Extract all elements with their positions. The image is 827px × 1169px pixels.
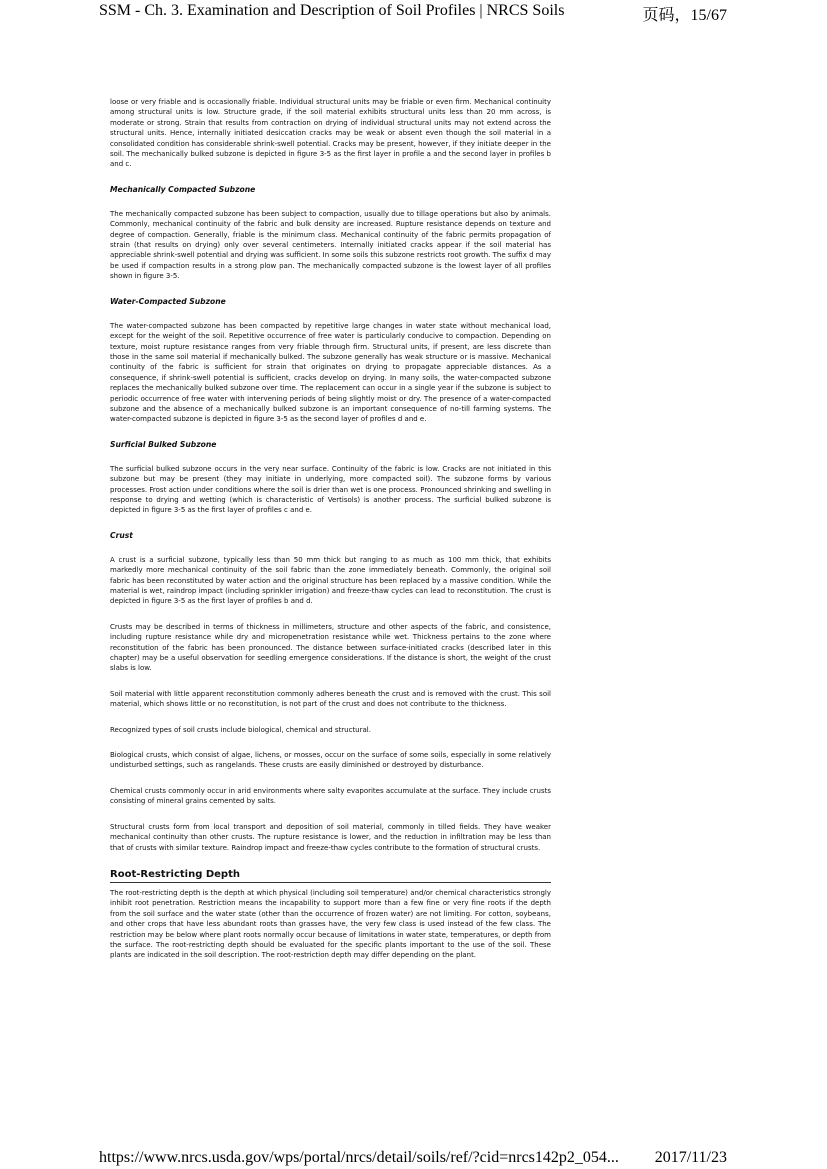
paragraph-crust-types: Recognized types of soil crusts include biological, chemical and structural. — [110, 725, 371, 734]
paragraph-mechanically-compacted: The mechanically compacted subzone has been subject to compaction, usually due to tillage operations but also by animals. Commonly, mechanical continuity of the fabric and bulk density are increased. Rupture resistance depends on texture and degree of compaction. Generally, friable is the minimum class. Mechanical continuity of the fabric permits propagation of strain (that results on drying) only over several centimeters. Internally initiated cracks appear if the soil material has appreciable shrink-swell potential and drying was sufficient. In some soils this subzone restricts root growth. The suffix d may be used if compaction results in a strong plow pan. The mechanically compacted subzone is the lowest layer of all profiles shown in figure 3-5. — [110, 209, 551, 281]
browser-print-footer — [0, 1147, 827, 1169]
source-url: https://www.nrcs.usda.gov/wps/portal/nrcs/detail/soils/ref/?cid=nrcs142p2_054... — [99, 1149, 619, 1166]
page-number: 页码，15/67 — [642, 7, 727, 24]
paragraph-biological-crusts: Biological crusts, which consist of algae, lichens, or mosses, occur on the surface of some soils, especially in some relatively undisturbed settings, such as rangelands. These crusts are easily diminished or destroyed by disturbance. — [110, 751, 551, 770]
paragraph-crust-adhering-material: Soil material with little apparent reconstitution commonly adheres beneath the crust and is removed with the crust. This soil material, which shows little or no reconstitution, is not part of the crust and does not contribute to the thickness. — [110, 689, 551, 709]
paragraph-structural-crusts: Structural crusts form from local transport and deposition of soil material, commonly in tilled fields. They have weaker mechanical continuity than other crusts. The rupture resistance is lower, and the reduction in infiltration may be less than that of crusts with similar texture. Raindrop impact and freeze-thaw cycles contribute to the formation of structural crusts. — [110, 822, 551, 852]
paragraph-mechanically-bulked-end: loose or very friable and is occasionally friable. Individual structural units may be friable or even firm. Mechanical continuity among structural units is low. Structure grade, if the soil material exhibits structural units less than 20 mm across, is moderate or strong. Strain that results from contraction on drying of individual structural units may not extend across the structural units. Hence, internally initiated desiccation cracks may be weak or absent even though the soil material in a consolidated condition has considerable shrink-swell potential. Cracks may be present, however, if they initiate deeper in the soil. The mechanically bulked subzone is depicted in figure 3-5 as the first layer in profile a and the second layer in profiles b and c. — [110, 98, 551, 169]
paragraph-root-restricting-depth: The root-restricting depth is the depth at which physical (including soil temperature) and/or chemical characteristics strongly inhibit root penetration. Restriction means the incapability to support more than a few fine or very fine roots if the depth from the soil surface and the water state (other than the occurrence of frozen water) are not limiting. For cotton, soybeans, and other crops that have less abundant roots than grasses have, the very few class is used instead of the few class. The restriction may be below where plant roots normally occur because of limitations in water state, temperatures, or depth from the surface. The root-restricting depth should be evaluated for the specific plants important to the use of the soil. These plants are indicated in the soil description. The root-restriction depth may differ depending on the plant. — [110, 888, 551, 960]
heading-crust: Crust — [110, 530, 133, 540]
paragraph-water-compacted: The water-compacted subzone has been compacted by repetitive large changes in water state without mechanical load, except for the weight of the soil. Repetitive occurrence of free water is particularly conducive to compaction. Depending on texture, moist rupture resistance ranges from very friable through firm. Structural units, if present, are less discrete than those in the same soil material if mechanically bulked. The subzone generally has weak structure or is massive. Mechanical continuity of the fabric is sufficient for strain that originates on drying to propagate appreciable distances. As a consequence, if shrink-swell potential is sufficient, cracks develop on drying. In many soils, the water-compacted subzone replaces the mechanically bulked subzone over time. The replacement can occur in a single year if the subzone is subject to periodic occurrence of free water with intervening periods of being slightly moist or dry. The presence of a water-compacted subzone and the absence of a mechanically bulked subzone is an important consequence of no-till farming systems. The water-compacted subzone is depicted in figure 3-5 as the second layer of profiles d and e. — [110, 321, 551, 424]
paragraph-chemical-crusts: Chemical crusts commonly occur in arid environments where salty evaporites accumulate at the surface. They include crusts consisting of mineral grains cemented by salts. — [110, 786, 551, 806]
heading-mechanically-compacted-subzone: Mechanically Compacted Subzone — [110, 184, 256, 194]
heading-water-compacted-subzone: Water-Compacted Subzone — [110, 296, 226, 306]
heading-surficial-bulked-subzone: Surficial Bulked Subzone — [110, 439, 217, 449]
paragraph-surficial-bulked: The surficial bulked subzone occurs in the very near surface. Continuity of the fabric is low. Cracks are not initiated in this subzone but may be present (they may initiate in underlying, more compacted soil). The subzone forms by various processes. Frost action under conditions where the soil is drier than wet is one process. Pronounced shrinking and swelling in response to drying and wetting (which is characteristic of Vertisols) is another process. The surficial bulked subzone is depicted in figure 3-5 as the first layer of profiles c and e. — [110, 464, 551, 515]
print-date: 2017/11/23 — [654, 1149, 727, 1166]
heading-root-restricting-depth: Root-Restricting Depth — [110, 868, 551, 883]
paragraph-crust-description: Crusts may be described in terms of thickness in millimeters, structure and other aspects of the fabric, and consistence, including rupture resistance while dry and micropenetration resistance while wet. Thickness pertains to the zone where reconstitution of the fabric has been pronounced. The distance between surface-initiated cracks (described later in this chapter) may be a useful observation for seedling emergence considerations. If the distance is short, the weight of the crust slabs is low. — [110, 622, 551, 673]
browser-print-header — [0, 0, 827, 22]
document-body — [110, 97, 551, 976]
page-title: SSM - Ch. 3. Examination and Description of Soil Profiles | NRCS Soils — [99, 2, 565, 19]
paragraph-crust-definition: A crust is a surficial subzone, typically less than 50 mm thick but ranging to as much as 100 mm thick, that exhibits markedly more mechanical continuity of the soil fabric than the zone immediately beneath. Commonly, the original soil fabric has been reconstituted by water action and the original structure has been replaced by a massive condition. While the material is wet, raindrop impact (including sprinkler irrigation) and freeze-thaw cycles can lead to reconstitution. The crust is depicted in figure 3-5 as the first layer of profiles b and d. — [110, 555, 551, 606]
